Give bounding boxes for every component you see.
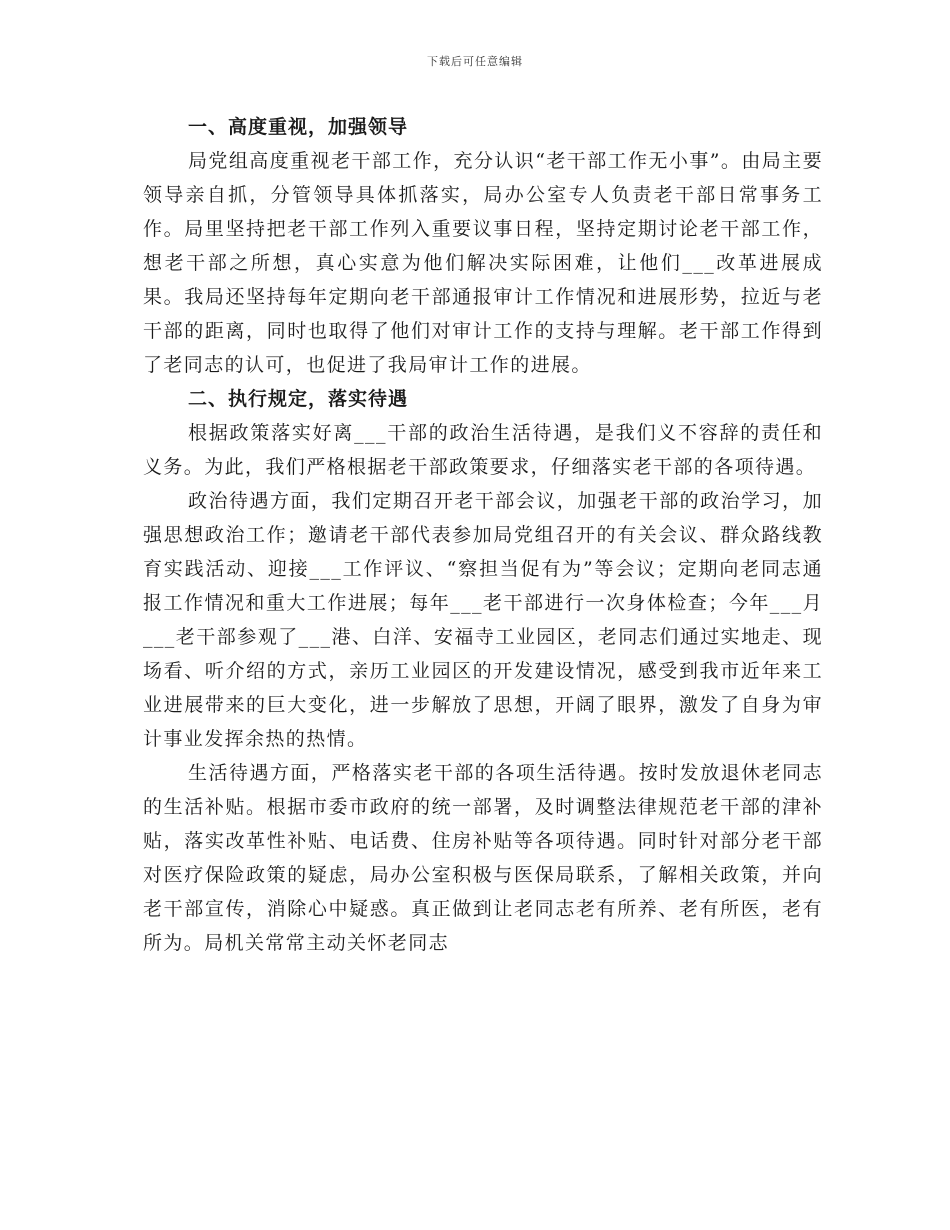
paragraph: 政治待遇方面，我们定期召开老干部会议，加强老干部的政治学习，加强思想政治工作；邀请老干部代表参加局党组召开的有关会议、群众路线教育实践活动、迎接___工作评议、“察担当促有为”等会议；定期向老同志通报工作情况和重大工作进展；每年___老干部进行一次身体检查；今年___月___老干部参观了___港、白洋、安福寺工业园区，老同志们通过实地走、现场看、听介绍的方式，亲历工业园区的开发建设情况，感受到我市近年来工业进展带来的巨大变化，进一步解放了思想，开阔了眼界，激发了自身为审计事业发挥余热的热情。 <box>143 490 823 750</box>
paragraph: 局党组高度重视老干部工作，充分认识“老干部工作无小事”。由局主要领导亲自抓，分管领导具体抓落实，局办公室专人负责老干部日常事务工作。局里坚持把老干部工作列入重要议事日程，坚持定期讨论老干部工作，想老干部之所想，真心实意为他们解决实际困难，让他们___改革进展成果。我局还坚持每年定期向老干部通报审计工作情况和进展形势，拉近与老干部的距离，同时也取得了他们对审计工作的支持与理解。老干部工作得到了老同志的认可，也促进了我局审计工作的进展。 <box>143 150 823 376</box>
section-heading: 二、执行规定，落实待遇 <box>188 388 409 410</box>
paragraph: 根据政策落实好离___干部的政治生活待遇，是我们义不容辞的责任和义务。为此，我们严格根据老干部政策要求，仔细落实老干部的各项待遇。 <box>143 422 823 478</box>
section-heading: 一、高度重视，加强领导 <box>188 116 409 138</box>
section-leadership <box>143 110 823 382</box>
paragraph: 生活待遇方面，严格落实老干部的各项生活待遇。按时发放退休老同志的生活补贴。根据市委市政府的统一部署，及时调整法律规范老干部的津补贴，落实改革性补贴、电话费、住房补贴等各项待遇。同时针对部分老干部对医疗保险政策的疑虑，局办公室积极与医保局联系，了解相关政策，并向老干部宣传，消除心中疑惑。真正做到让老同志老有所养、老有所医，老有所为。局机关常常主动关怀老同志 <box>143 762 823 954</box>
document-body <box>143 110 823 960</box>
section-benefits <box>143 382 823 960</box>
page-header-note: 下载后可任意编辑 <box>427 55 523 68</box>
